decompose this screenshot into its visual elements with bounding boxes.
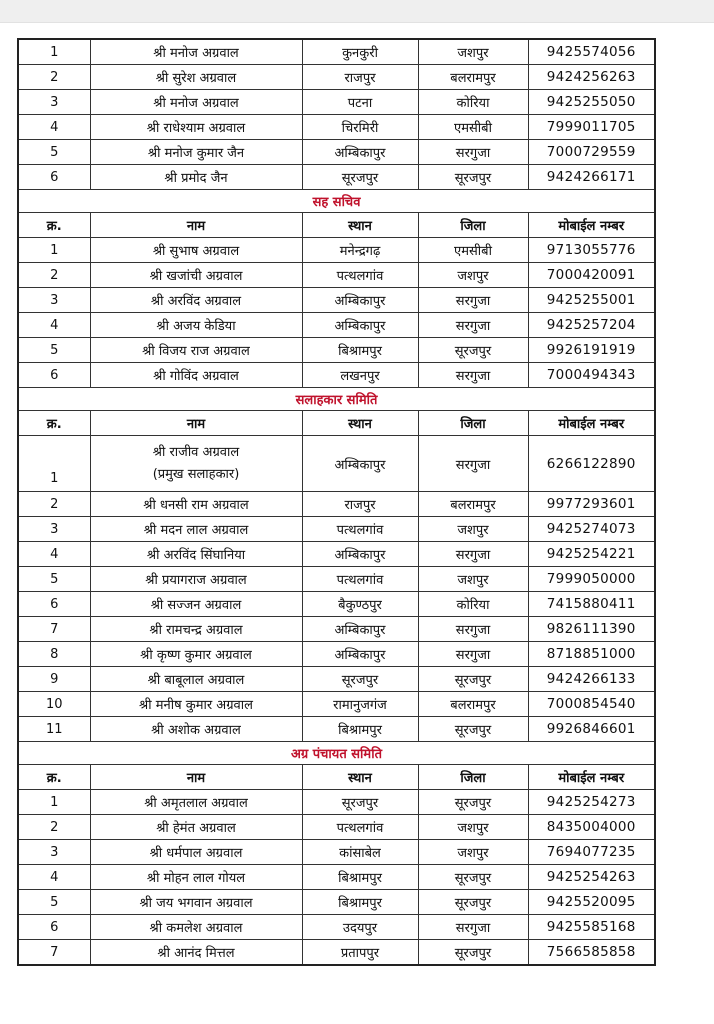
serial-cell: 6: [18, 363, 90, 388]
place-cell: अम्बिकापुर: [302, 313, 418, 338]
name-cell: श्री गोविंद अग्रवाल: [90, 363, 302, 388]
district-cell: जशपुर: [418, 815, 528, 840]
top-bar: [0, 0, 714, 23]
table-row: [18, 617, 655, 642]
name-cell: श्री मनोज कुमार जैन: [90, 140, 302, 165]
place-cell: अम्बिकापुर: [302, 436, 418, 492]
table-row: [18, 790, 655, 815]
column-header: जिला: [418, 765, 528, 790]
table-row: [18, 39, 655, 65]
table-row: [18, 667, 655, 692]
district-cell: सूरजपुर: [418, 865, 528, 890]
district-cell: सरगुजा: [418, 542, 528, 567]
name-cell: श्री प्रमोद जैन: [90, 165, 302, 190]
district-cell: बलरामपुर: [418, 692, 528, 717]
table-row: [18, 436, 655, 492]
name-cell: श्री राधेश्याम अग्रवाल: [90, 115, 302, 140]
serial-cell: 3: [18, 840, 90, 865]
column-header: जिला: [418, 213, 528, 238]
place-cell: लखनपुर: [302, 363, 418, 388]
mobile-cell: 7415880411: [528, 592, 655, 617]
column-header: स्थान: [302, 213, 418, 238]
table-row: [18, 517, 655, 542]
name-cell: श्री मनोज अग्रवाल: [90, 90, 302, 115]
mobile-cell: 7000854540: [528, 692, 655, 717]
table-row: [18, 492, 655, 517]
table-row: [18, 363, 655, 388]
serial-cell: 1: [18, 238, 90, 263]
column-header: नाम: [90, 411, 302, 436]
column-header: क्र.: [18, 213, 90, 238]
serial-cell: 10: [18, 692, 90, 717]
district-cell: सरगुजा: [418, 642, 528, 667]
mobile-cell: 9926191919: [528, 338, 655, 363]
place-cell: अम्बिकापुर: [302, 642, 418, 667]
district-cell: सूरजपुर: [418, 165, 528, 190]
column-header: नाम: [90, 213, 302, 238]
serial-cell: 5: [18, 890, 90, 915]
name-cell: श्री अमृतलाल अग्रवाल: [90, 790, 302, 815]
column-header-row: [18, 765, 655, 790]
serial-cell: 6: [18, 592, 90, 617]
serial-cell: 9: [18, 667, 90, 692]
serial-cell: 7: [18, 940, 90, 966]
name-cell: श्री कृष्ण कुमार अग्रवाल: [90, 642, 302, 667]
serial-cell: 3: [18, 90, 90, 115]
serial-cell: 3: [18, 517, 90, 542]
place-cell: सूरजपुर: [302, 667, 418, 692]
place-cell: अम्बिकापुर: [302, 617, 418, 642]
district-cell: सरगुजा: [418, 313, 528, 338]
table-row: [18, 313, 655, 338]
place-cell: राजपुर: [302, 65, 418, 90]
section-title: सलाहकार समिति: [18, 388, 655, 411]
member-table: [17, 38, 656, 966]
district-cell: सरगुजा: [418, 617, 528, 642]
district-cell: जशपुर: [418, 840, 528, 865]
table-row: [18, 238, 655, 263]
column-header: क्र.: [18, 765, 90, 790]
place-cell: पत्थलगांव: [302, 263, 418, 288]
place-cell: अम्बिकापुर: [302, 140, 418, 165]
place-cell: पत्थलगांव: [302, 517, 418, 542]
column-header: मोबाईल नम्बर: [528, 765, 655, 790]
mobile-cell: 7999011705: [528, 115, 655, 140]
mobile-cell: 9425254273: [528, 790, 655, 815]
district-cell: सरगुजा: [418, 363, 528, 388]
district-cell: सरगुजा: [418, 140, 528, 165]
column-header-row: [18, 213, 655, 238]
mobile-cell: 9425254221: [528, 542, 655, 567]
table-row: [18, 165, 655, 190]
serial-cell: 4: [18, 115, 90, 140]
serial-cell: 2: [18, 65, 90, 90]
mobile-cell: 9424266171: [528, 165, 655, 190]
name-cell: श्री सज्जन अग्रवाल: [90, 592, 302, 617]
mobile-cell: 9826111390: [528, 617, 655, 642]
serial-cell: 1: [18, 39, 90, 65]
district-cell: सरगुजा: [418, 288, 528, 313]
district-cell: जशपुर: [418, 517, 528, 542]
column-header: क्र.: [18, 411, 90, 436]
place-cell: पटना: [302, 90, 418, 115]
district-cell: सूरजपुर: [418, 338, 528, 363]
district-cell: जशपुर: [418, 39, 528, 65]
table-row: [18, 815, 655, 840]
serial-cell: 11: [18, 717, 90, 742]
table-row: [18, 338, 655, 363]
mobile-cell: 7566585858: [528, 940, 655, 966]
mobile-cell: 8718851000: [528, 642, 655, 667]
serial-cell: 6: [18, 915, 90, 940]
place-cell: प्रतापपुर: [302, 940, 418, 966]
mobile-cell: 9425574056: [528, 39, 655, 65]
serial-cell: 1: [18, 790, 90, 815]
mobile-cell: 9424266133: [528, 667, 655, 692]
district-cell: एमसीबी: [418, 238, 528, 263]
name-cell: श्री अरविंद अग्रवाल: [90, 288, 302, 313]
name-cell: श्री रामचन्द्र अग्रवाल: [90, 617, 302, 642]
place-cell: बिश्रामपुर: [302, 338, 418, 363]
place-cell: बिश्रामपुर: [302, 865, 418, 890]
district-cell: एमसीबी: [418, 115, 528, 140]
mobile-cell: 9425520095: [528, 890, 655, 915]
table-row: [18, 115, 655, 140]
district-cell: बलरामपुर: [418, 65, 528, 90]
table-row: [18, 263, 655, 288]
column-header: मोबाईल नम्बर: [528, 213, 655, 238]
name-cell: श्री मदन लाल अग्रवाल: [90, 517, 302, 542]
place-cell: पत्थलगांव: [302, 567, 418, 592]
place-cell: चिरमिरी: [302, 115, 418, 140]
name-cell: [90, 436, 302, 492]
district-cell: कोरिया: [418, 90, 528, 115]
column-header: स्थान: [302, 765, 418, 790]
name-note: (प्रमुख सलाहकार): [152, 466, 240, 482]
mobile-cell: 7000420091: [528, 263, 655, 288]
serial-cell: 4: [18, 542, 90, 567]
table-row: [18, 940, 655, 966]
name-cell: श्री अजय केडिया: [90, 313, 302, 338]
place-cell: रामानुजगंज: [302, 692, 418, 717]
serial-cell: 5: [18, 567, 90, 592]
column-header: जिला: [418, 411, 528, 436]
serial-cell: 6: [18, 165, 90, 190]
serial-cell: 7: [18, 617, 90, 642]
serial-cell: 2: [18, 263, 90, 288]
column-header: स्थान: [302, 411, 418, 436]
mobile-cell: 9425254263: [528, 865, 655, 890]
name-cell: श्री कमलेश अग्रवाल: [90, 915, 302, 940]
district-cell: सरगुजा: [418, 915, 528, 940]
mobile-cell: 8435004000: [528, 815, 655, 840]
table-row: [18, 915, 655, 940]
name-cell: श्री हेमंत अग्रवाल: [90, 815, 302, 840]
table-row: [18, 717, 655, 742]
table-row: [18, 890, 655, 915]
column-header: नाम: [90, 765, 302, 790]
name-cell: श्री सुभाष अग्रवाल: [90, 238, 302, 263]
place-cell: अम्बिकापुर: [302, 288, 418, 313]
serial-cell: 4: [18, 313, 90, 338]
mobile-cell: 9425274073: [528, 517, 655, 542]
district-cell: जशपुर: [418, 263, 528, 288]
place-cell: बिश्रामपुर: [302, 890, 418, 915]
place-cell: बैकुण्ठपुर: [302, 592, 418, 617]
serial-cell: 4: [18, 865, 90, 890]
place-cell: कुनकुरी: [302, 39, 418, 65]
name-cell: श्री मोहन लाल गोयल: [90, 865, 302, 890]
table-row: [18, 642, 655, 667]
place-cell: सूरजपुर: [302, 165, 418, 190]
table-row: [18, 567, 655, 592]
table-row: [18, 865, 655, 890]
name-cell: श्री सुरेश अग्रवाल: [90, 65, 302, 90]
place-cell: अम्बिकापुर: [302, 542, 418, 567]
name-cell: श्री धर्मपाल अग्रवाल: [90, 840, 302, 865]
mobile-cell: 9977293601: [528, 492, 655, 517]
name-cell: श्री मनीष कुमार अग्रवाल: [90, 692, 302, 717]
mobile-cell: 9425255001: [528, 288, 655, 313]
name-cell: श्री मनोज अग्रवाल: [90, 39, 302, 65]
district-cell: सूरजपुर: [418, 667, 528, 692]
section-title-row: [18, 388, 655, 411]
mobile-cell: 7999050000: [528, 567, 655, 592]
table-row: [18, 692, 655, 717]
member-roster: [17, 38, 654, 966]
name-cell: श्री प्रयागराज अग्रवाल: [90, 567, 302, 592]
section-title-row: [18, 742, 655, 765]
mobile-cell: 7694077235: [528, 840, 655, 865]
name-cell: श्री खजांची अग्रवाल: [90, 263, 302, 288]
name-cell: श्री विजय राज अग्रवाल: [90, 338, 302, 363]
column-header-row: [18, 411, 655, 436]
place-cell: कांसाबेल: [302, 840, 418, 865]
place-cell: बिश्रामपुर: [302, 717, 418, 742]
mobile-cell: 9425255050: [528, 90, 655, 115]
table-row: [18, 140, 655, 165]
place-cell: राजपुर: [302, 492, 418, 517]
section-title: अग्र पंचायत समिति: [18, 742, 655, 765]
name-cell: श्री अरविंद सिंघानिया: [90, 542, 302, 567]
mobile-cell: 9926846601: [528, 717, 655, 742]
name-line: श्री राजीव अग्रवाल: [152, 444, 240, 460]
district-cell: बलरामपुर: [418, 492, 528, 517]
section-title-row: [18, 190, 655, 213]
mobile-cell: 7000494343: [528, 363, 655, 388]
place-cell: पत्थलगांव: [302, 815, 418, 840]
mobile-cell: 9425257204: [528, 313, 655, 338]
serial-cell: 1: [18, 436, 90, 492]
column-header: मोबाईल नम्बर: [528, 411, 655, 436]
mobile-cell: 9713055776: [528, 238, 655, 263]
district-cell: सरगुजा: [418, 436, 528, 492]
section-title: सह सचिव: [18, 190, 655, 213]
name-cell: श्री धनसी राम अग्रवाल: [90, 492, 302, 517]
district-cell: कोरिया: [418, 592, 528, 617]
name-cell: श्री बाबूलाल अग्रवाल: [90, 667, 302, 692]
table-row: [18, 65, 655, 90]
serial-cell: 2: [18, 815, 90, 840]
table-row: [18, 90, 655, 115]
serial-cell: 5: [18, 338, 90, 363]
mobile-cell: 6266122890: [528, 436, 655, 492]
serial-cell: 2: [18, 492, 90, 517]
mobile-cell: 9425585168: [528, 915, 655, 940]
member-table-body: [18, 39, 655, 965]
serial-cell: 5: [18, 140, 90, 165]
place-cell: सूरजपुर: [302, 790, 418, 815]
district-cell: सूरजपुर: [418, 717, 528, 742]
place-cell: उदयपुर: [302, 915, 418, 940]
district-cell: जशपुर: [418, 567, 528, 592]
table-row: [18, 542, 655, 567]
table-row: [18, 288, 655, 313]
name-cell: श्री जय भगवान अग्रवाल: [90, 890, 302, 915]
district-cell: सूरजपुर: [418, 790, 528, 815]
name-cell: श्री आनंद मित्तल: [90, 940, 302, 966]
table-row: [18, 840, 655, 865]
name-cell: श्री अशोक अग्रवाल: [90, 717, 302, 742]
table-row: [18, 592, 655, 617]
mobile-cell: 7000729559: [528, 140, 655, 165]
serial-cell: 8: [18, 642, 90, 667]
district-cell: सूरजपुर: [418, 940, 528, 966]
mobile-cell: 9424256263: [528, 65, 655, 90]
district-cell: सूरजपुर: [418, 890, 528, 915]
place-cell: मनेन्द्रगढ़: [302, 238, 418, 263]
serial-cell: 3: [18, 288, 90, 313]
